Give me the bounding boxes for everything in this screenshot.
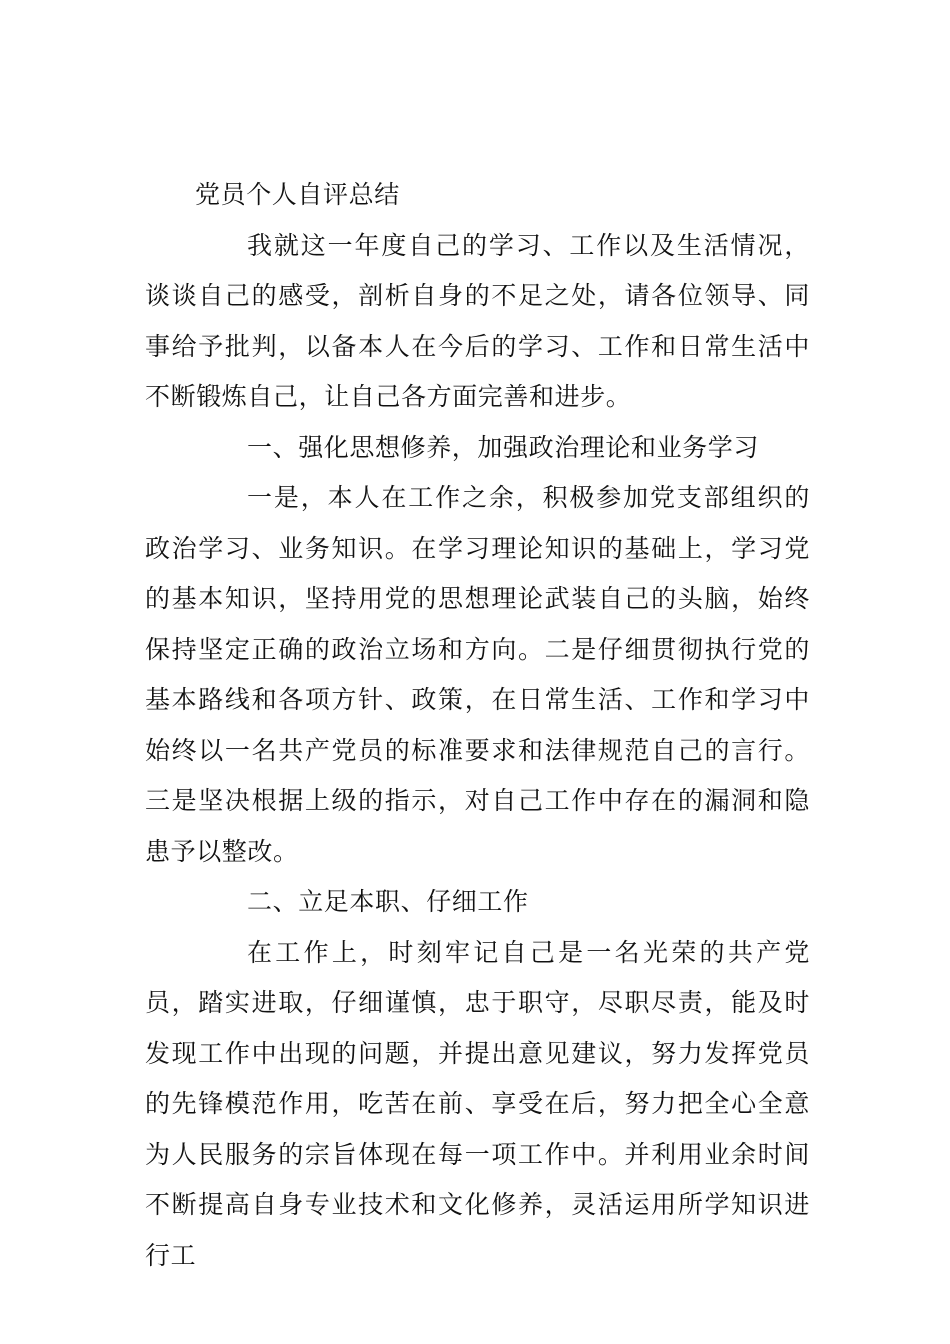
document-title: 党员个人自评总结 [195,180,400,209]
section-1-paragraph: 一是，本人在工作之余，积极参加党支部组织的政治学习、业务知识。在学习理论知识的基础上，学习党的基本知识，坚持用党的思想理论武装自己的头脑，始终保持坚定正确的政治立场和方向。二是仔细贯彻执行党的基本路线和各项方针、政策，在日常生活、工作和学习中始终以一名共产党员的标准要求和法律规范自己的言行。三是坚决根据上级的指示，对自己工作中存在的漏洞和隐患予以整改。 [145,483,810,866]
intro-paragraph: 我就这一年度自己的学习、工作以及生活情况，谈谈自己的感受，剖析自身的不足之处，请各位领导、同事给予批判，以备本人在今后的学习、工作和日常生活中不断锻炼自己，让自己各方面完善和进步。 [145,230,810,411]
section-heading-2: 二、立足本职、仔细工作 [247,887,529,916]
document-body [145,170,810,1281]
section-heading-1: 一、强化思想修养，加强政治理论和业务学习 [247,432,760,462]
section-2-paragraph: 在工作上，时刻牢记自己是一名光荣的共产党员，踏实进取，仔细谨慎，忠于职守，尽职尽责，能及时发现工作中出现的问题，并提出意见建议，努力发挥党员的先锋模范作用，吃苦在前、享受在后，努力把全心全意为人民服务的宗旨体现在每一项工作中。并利用业余时间不断提高自身专业技术和文化修养，灵活运用所学知识进行工 [145,937,810,1270]
